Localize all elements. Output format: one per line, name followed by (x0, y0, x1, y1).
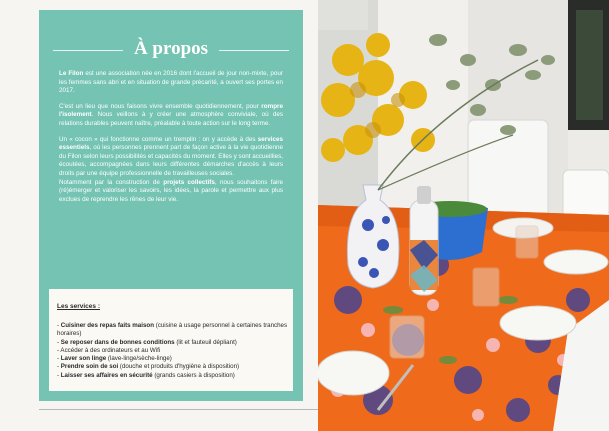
paragraph-run: projets collectifs (163, 178, 215, 186)
service-run: (lave-linge/sèche-linge) (106, 355, 172, 363)
service-run: (lit et fauteuil dépliant) (174, 338, 237, 346)
service-item (57, 363, 289, 371)
page-title: À propos (133, 38, 209, 59)
services-box (49, 289, 293, 391)
photo-illustration (318, 0, 609, 431)
paragraph-run: C'est un lieu que nous faisons vivre ensemble quotidiennement, pour (59, 102, 262, 110)
service-item (57, 372, 289, 380)
service-item (57, 355, 289, 363)
service-run: Prendre soin de soi (60, 363, 119, 371)
title-area (39, 38, 303, 60)
paragraph-run: , où les personnes prennent part de façon active à la vie quotidienne du Filon selon leurs possibilités et capacités du moment. Elles y sont accueillies, écoutées, accompagnées dans leurs différentes démarches d'accès à leurs droits par une équipe professionnelle de travailleuses sociales. (59, 144, 283, 177)
services-title: Les services : (57, 303, 101, 310)
service-run: - (57, 355, 61, 363)
paragraph-run: Le Filon (59, 70, 84, 77)
service-run: Laver son linge (60, 355, 107, 363)
service-item (57, 322, 289, 339)
paragraph-run: Notamment par la construction de (59, 178, 164, 186)
service-run: (grands casiers à disposition) (152, 371, 235, 379)
footer-rule (39, 409, 318, 410)
paragraph-run: rompre l'isolement (59, 102, 283, 119)
paragraph-run: , nous souhaitons faire (ré)émerger et valoriser les savoirs, les idées, la parole et permettre aux plus exclues de reprendre les rênes de leur vie. (59, 178, 283, 203)
table-photo (318, 0, 609, 431)
service-run: - Accéder à des ordinateurs et au Wifi (57, 346, 161, 354)
service-run: - (57, 371, 61, 379)
about-paragraph (59, 179, 283, 205)
service-item (57, 347, 289, 355)
service-run: Laisser ses affaires en sécurité (60, 371, 153, 379)
paragraph-run: services essentiels (59, 135, 283, 152)
service-run: - (57, 363, 61, 371)
about-paragraph (59, 136, 283, 179)
service-run: (cuisine à usage personnel à certaines tranches horaires) (57, 322, 288, 338)
service-run: (douche et produits d'hygiène à disposition) (118, 363, 240, 371)
title-right-rule (219, 50, 289, 51)
about-paragraph (59, 70, 283, 96)
paragraph-run: est une association née en 2016 dont l'accueil de jour non-mixte, pour les femmes sans abri et en situation de grande précarité, a ouvert ses portes en 2017. (59, 70, 283, 95)
about-paragraph (59, 103, 283, 129)
services-list (57, 322, 289, 380)
about-body (59, 70, 283, 211)
service-run: - (57, 338, 61, 346)
service-run: - (57, 322, 61, 329)
about-panel (39, 10, 303, 401)
service-run: Cuisiner des repas faits maison (60, 322, 154, 329)
paragraph-run: Un « cocon » qui fonctionne comme un tremplin : on y accède à des (59, 135, 258, 143)
paragraph-run: . Nous veillons à y créer une atmosphère conviviale, où des relations durables peuvent naître, préalable à toute action sur le long terme. (59, 111, 283, 127)
service-run: Se reposer dans de bonnes conditions (60, 338, 175, 346)
service-item (57, 339, 289, 347)
